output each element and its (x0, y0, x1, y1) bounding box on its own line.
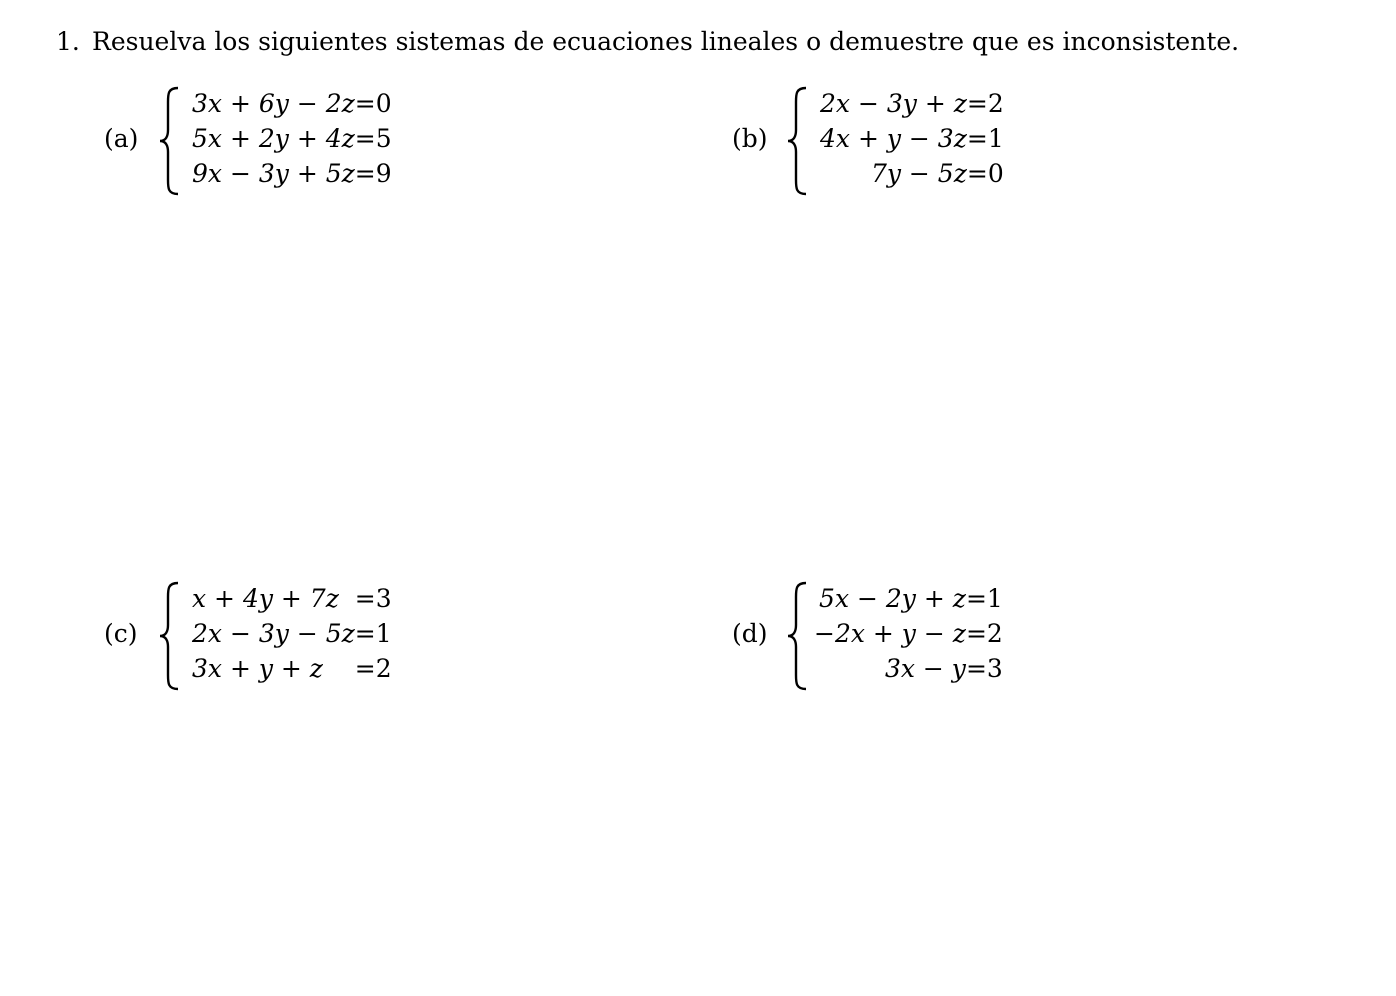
equals-sign: = (354, 89, 376, 118)
left-brace-icon (786, 86, 810, 196)
problem-statement (56, 26, 1239, 58)
equation-rhs: 1 (375, 619, 392, 648)
left-brace-icon (786, 581, 810, 691)
equation-row (192, 121, 392, 156)
equation-rhs: 3 (375, 584, 392, 613)
equation-lhs: 5x + 2y + 4z (192, 124, 355, 153)
equation-rhs: 5 (375, 124, 392, 153)
equals-sign: = (966, 89, 988, 118)
equation-row (192, 651, 392, 686)
equals-sign: = (965, 584, 987, 613)
equation-row (192, 616, 392, 651)
equals-sign: = (354, 619, 376, 648)
equation-rhs: 1 (987, 124, 1004, 153)
equation-rhs: 2 (986, 619, 1003, 648)
equation-lhs: 2x − 3y + z (820, 89, 967, 118)
equation-rhs: 0 (987, 159, 1004, 188)
equation-rhs: 3 (986, 654, 1003, 683)
equation-lhs: 5x − 2y + z (819, 584, 966, 613)
equation-row (820, 121, 1004, 156)
equation-table (192, 581, 392, 686)
equation-rhs: 0 (375, 89, 392, 118)
equation-lhs: 3x + y + z (192, 654, 323, 683)
equation-row (192, 86, 392, 121)
system-label: (d) (732, 619, 768, 648)
equation-row (820, 156, 1004, 191)
equals-sign: = (354, 654, 376, 683)
left-brace-icon (158, 581, 182, 691)
equals-sign: = (965, 619, 987, 648)
equation-row (820, 86, 1004, 121)
equation-lhs: 4x + y − 3z (820, 124, 967, 153)
equation-rhs: 9 (375, 159, 392, 188)
equals-sign: = (966, 159, 988, 188)
system-label: (b) (732, 124, 768, 153)
equals-sign: = (965, 654, 987, 683)
system-label: (c) (104, 619, 138, 648)
left-brace-icon (158, 86, 182, 196)
equation-lhs: 3x − y (884, 654, 966, 683)
equation-row (192, 156, 392, 191)
problem-number: 1. (56, 27, 80, 56)
equation-rhs: 1 (986, 584, 1003, 613)
equation-lhs: x + 4y + 7z (192, 584, 339, 613)
equation-lhs: −2x + y − z (814, 619, 966, 648)
equation-table (814, 581, 1003, 686)
equation-lhs: 7y − 5z (870, 159, 967, 188)
equation-row (814, 581, 1003, 616)
equation-rhs: 2 (375, 654, 392, 683)
equation-lhs: 3x + 6y − 2z (192, 89, 355, 118)
equals-sign: = (354, 584, 376, 613)
system-label: (a) (104, 124, 139, 153)
equation-rhs: 2 (987, 89, 1004, 118)
problem-text: Resuelva los siguientes sistemas de ecuaciones lineales o demuestre que es inconsistente. (92, 27, 1240, 56)
equation-lhs: 2x − 3y − 5z (192, 619, 355, 648)
equation-row (814, 616, 1003, 651)
equation-table (192, 86, 392, 191)
equation-lhs: 9x − 3y + 5z (192, 159, 355, 188)
equals-sign: = (354, 124, 376, 153)
equals-sign: = (966, 124, 988, 153)
equation-row (814, 651, 1003, 686)
equation-row (192, 581, 392, 616)
equation-table (820, 86, 1004, 191)
equals-sign: = (354, 159, 376, 188)
